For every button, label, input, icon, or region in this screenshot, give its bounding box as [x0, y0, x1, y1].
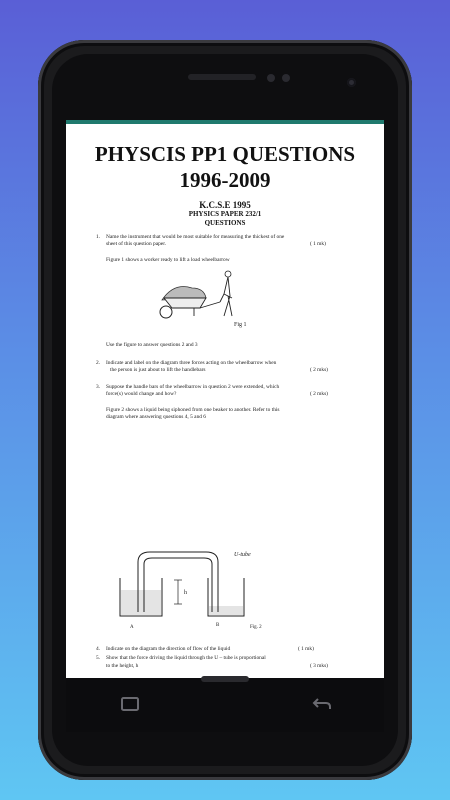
question-number: 3. [96, 384, 101, 390]
accent-bar [66, 120, 384, 124]
utube-label: U-tube [234, 552, 251, 558]
question-marks: ( 3 mks) [310, 663, 328, 669]
wheelbarrow-figure [154, 268, 250, 334]
document-screen[interactable] [66, 120, 384, 678]
figure-intro: diagram where answering questions 4, 5 and 6 [106, 414, 207, 420]
question-number: 2. [96, 360, 101, 366]
document-years: 1996-2009 [179, 168, 271, 192]
siphon-figure [114, 550, 274, 634]
beaker-a-label: A [130, 625, 134, 630]
navigation-bar [66, 678, 384, 732]
question-text: sheet of this question paper. [106, 241, 167, 247]
beaker-b-label: B [216, 623, 220, 628]
back-icon[interactable] [312, 696, 332, 717]
question-marks: ( 1 mk) [310, 241, 326, 247]
proximity-sensor [267, 74, 275, 82]
recent-apps-icon[interactable] [120, 696, 140, 717]
question-number: 1. [96, 234, 101, 240]
question-marks: ( 1 mk) [298, 646, 314, 652]
question-number: 4. [96, 646, 101, 652]
light-sensor [282, 74, 290, 82]
question-number: 5. [96, 655, 101, 661]
question-marks: ( 2 mks) [310, 391, 328, 397]
height-label: h [184, 590, 187, 596]
question-marks: ( 2 mks) [310, 367, 328, 373]
home-button[interactable] [201, 676, 249, 682]
figure-intro: Figure 2 shows a liquid being siphoned from one beaker to another. Refer to this [106, 407, 280, 413]
figure-label: Fig 1 [234, 322, 247, 328]
question-text: Indicate on the diagram the direction of flow of the liquid [106, 646, 231, 652]
question-text: the person is just about to lift the handlebars [110, 367, 206, 373]
figure-label: Fig. 2 [250, 625, 262, 630]
question-text: Indicate and label on the diagram three forces acting on the wheelbarrow when [106, 360, 277, 366]
figure-intro: Figure 1 shows a worker ready to lift a load wheelbarrow [106, 257, 230, 263]
question-text: to the height, h [106, 663, 139, 669]
instruction-text: Use the figure to answer questions 2 and 3 [106, 342, 198, 348]
document-title: PHYSCIS PP1 QUESTIONS [94, 142, 356, 166]
question-text: force(s) would change and how? [106, 391, 177, 397]
question-text: Show that the force driving the liquid through the U – tube is proportional [106, 655, 266, 661]
front-camera [347, 78, 356, 87]
exam-heading: K.C.S.E 1995 [199, 200, 251, 210]
earpiece-speaker [188, 74, 256, 80]
question-text: Suppose the handle bars of the wheelbarrow in question 2 were extended, which [106, 384, 280, 390]
paper-heading: PHYSICS PAPER 232/1 [188, 210, 262, 218]
question-text: Name the instrument that would be most suitable for measuring the thickest of one [106, 234, 285, 240]
section-heading: QUESTIONS [204, 219, 246, 227]
